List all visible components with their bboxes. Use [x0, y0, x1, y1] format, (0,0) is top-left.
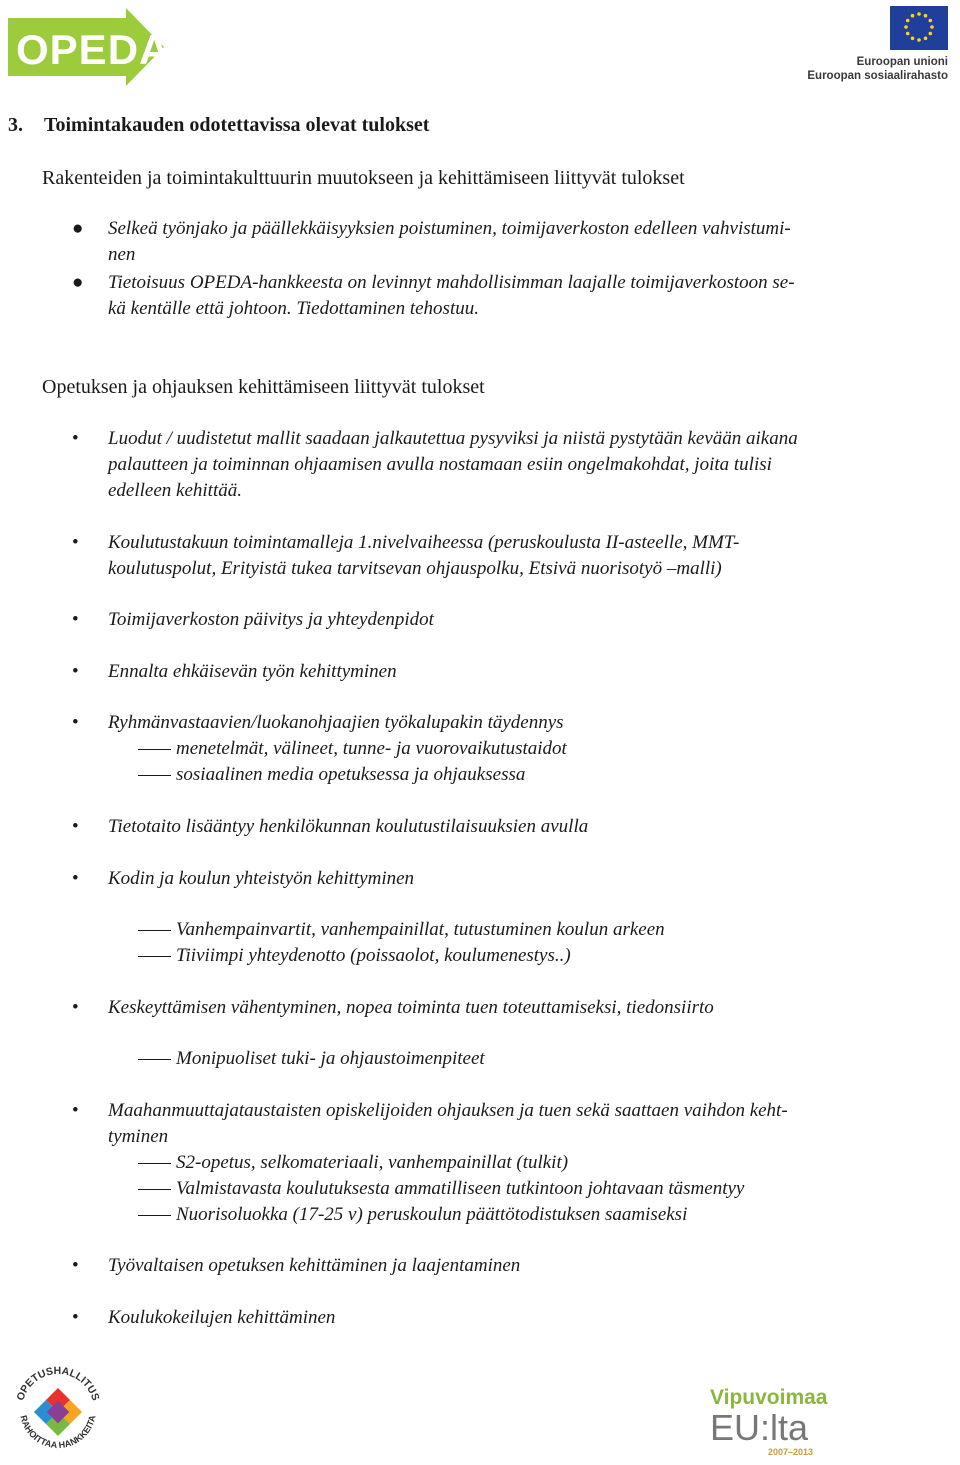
list-bullet: •: [72, 712, 79, 733]
list-bullet: ●: [72, 218, 84, 239]
list-item-line: edelleen kehittää.: [108, 480, 242, 501]
list-item-line: Työvaltaisen opetuksen kehittäminen ja laajentaminen: [108, 1255, 521, 1276]
opeda-logo-text: OPEDA: [16, 26, 168, 73]
vipuvoimaa-logo: [700, 1386, 900, 1458]
list-item-line: Luodut / uudistetut mallit saadaan jalkautettua pysyviksi ja niistä pystytään kevään aikana: [108, 428, 798, 449]
sub-dash: [138, 1215, 171, 1216]
list-item-line: kä kentälle että johtoon. Tiedottaminen tehostuu.: [108, 298, 479, 319]
seal-bottom-text: RAHOITTAA HANKKEITA: [18, 1414, 98, 1451]
list-bullet: •: [72, 428, 79, 449]
eu-union-label: Euroopan unioni: [856, 56, 948, 68]
sub-item: Nuorisoluokka (17-25 v) peruskoulun päättötodistuksen saamiseksi: [176, 1204, 688, 1225]
list-item-line: Toimijaverkoston päivitys ja yhteydenpidot: [108, 609, 434, 630]
sub-item: Vanhempainvartit, vanhempainillat, tutustuminen koulun arkeen: [176, 919, 665, 940]
sub-dash: [138, 956, 171, 957]
sub-dash: [138, 1189, 171, 1190]
list-item-line: palautteen ja toiminnan ohjaamisen avulla nostamaan esiin ongelmakohdat, joita tulisi: [108, 454, 772, 475]
list-bullet: •: [72, 661, 79, 682]
list-item-line: Koulukokeilujen kehittäminen: [108, 1307, 336, 1328]
sub-item: sosiaalinen media opetuksessa ja ohjauksessa: [176, 764, 526, 785]
list-bullet: •: [72, 609, 79, 630]
list-item-line: Ennalta ehkäisevän työn kehittyminen: [108, 661, 397, 682]
eu-fund-label: Euroopan sosiaalirahasto: [807, 70, 948, 82]
sub-dash: [138, 930, 171, 931]
sub-item: Valmistavasta koulutuksesta ammatilliseen tutkintoon johtavaan täsmentyy: [176, 1178, 745, 1199]
opetushallitus-seal: [8, 1360, 108, 1460]
list-item-line: Ryhmänvastaavien/luokanohjaajien työkalupakin täydennys: [108, 712, 564, 733]
list-bullet: •: [72, 816, 79, 837]
sub-dash: [138, 1059, 171, 1060]
list-item-line: Tietoisuus OPEDA-hankkeesta on levinnyt mahdollisimman laajalle toimijaverkostoon se-: [108, 272, 795, 293]
vip-eu: EU:lta: [710, 1407, 809, 1448]
eu-funding-logo: [802, 6, 952, 86]
list-item-line: Keskeyttämisen vähentyminen, nopea toiminta tuen toteuttamiseksi, tiedonsiirto: [108, 997, 714, 1018]
seal-diamond-icon: [34, 1388, 82, 1436]
list-bullet: •: [72, 532, 79, 553]
section-number: 3.: [8, 114, 23, 136]
sub-dash: [138, 775, 171, 776]
sub-dash: [138, 749, 171, 750]
sub-item: S2-opetus, selkomateriaali, vanhempainillat (tulkit): [176, 1152, 569, 1173]
list-bullet: •: [72, 1100, 79, 1121]
list-item-line: Selkeä työnjako ja päällekkäisyyksien poistuminen, toimijaverkoston edelleen vahvistumi-: [108, 218, 791, 239]
subsection-title-teaching: Opetuksen ja ohjauksen kehittämiseen liittyvät tulokset: [42, 376, 485, 398]
list-bullet: ●: [72, 272, 84, 293]
opeda-logo: [8, 8, 168, 86]
sub-dash: [138, 1163, 171, 1164]
list-item-line: Maahanmuuttajataustaisten opiskelijoiden ohjauksen ja tuen sekä saattaen vaihdon keht-: [108, 1100, 788, 1121]
subsection-title-structures: Rakenteiden ja toimintakulttuurin muutokseen ja kehittämiseen liittyvät tulokset: [42, 167, 685, 189]
section-heading: [8, 114, 429, 137]
section-title: Toimintakauden odotettavissa olevat tulokset: [44, 114, 430, 136]
sub-item: Monipuoliset tuki- ja ohjaustoimenpiteet: [176, 1048, 485, 1069]
vip-years: 2007–2013: [768, 1447, 814, 1457]
list-item-line: Koulutustakuun toimintamalleja 1.nivelvaiheessa (peruskoulusta II-asteelle, MMT-: [108, 532, 740, 553]
list-item-line: nen: [108, 244, 136, 265]
list-bullet: •: [72, 997, 79, 1018]
list-bullet: •: [72, 1307, 79, 1328]
sub-item: menetelmät, välineet, tunne- ja vuorovaikutustaidot: [176, 738, 567, 759]
list-item-line: Kodin ja koulun yhteistyön kehittyminen: [108, 868, 415, 889]
list-bullet: •: [72, 868, 79, 889]
list-item-line: koulutuspolut, Erityistä tukea tarvitsevan ohjauspolku, Etsivä nuorisotyö –malli): [108, 558, 722, 579]
eu-flag-icon: [890, 6, 948, 50]
list-item-line: Tietotaito lisääntyy henkilökunnan koulutustilaisuuksien avulla: [108, 816, 589, 837]
sub-item: Tiiviimpi yhteydenotto (poissaolot, koulumenestys..): [176, 945, 571, 966]
list-bullet: •: [72, 1255, 79, 1276]
list-item-line: tyminen: [108, 1126, 169, 1147]
vip-title: Vipuvoimaa: [710, 1386, 828, 1409]
seal-top-text: OPETUSHALLITUS: [14, 1364, 102, 1403]
